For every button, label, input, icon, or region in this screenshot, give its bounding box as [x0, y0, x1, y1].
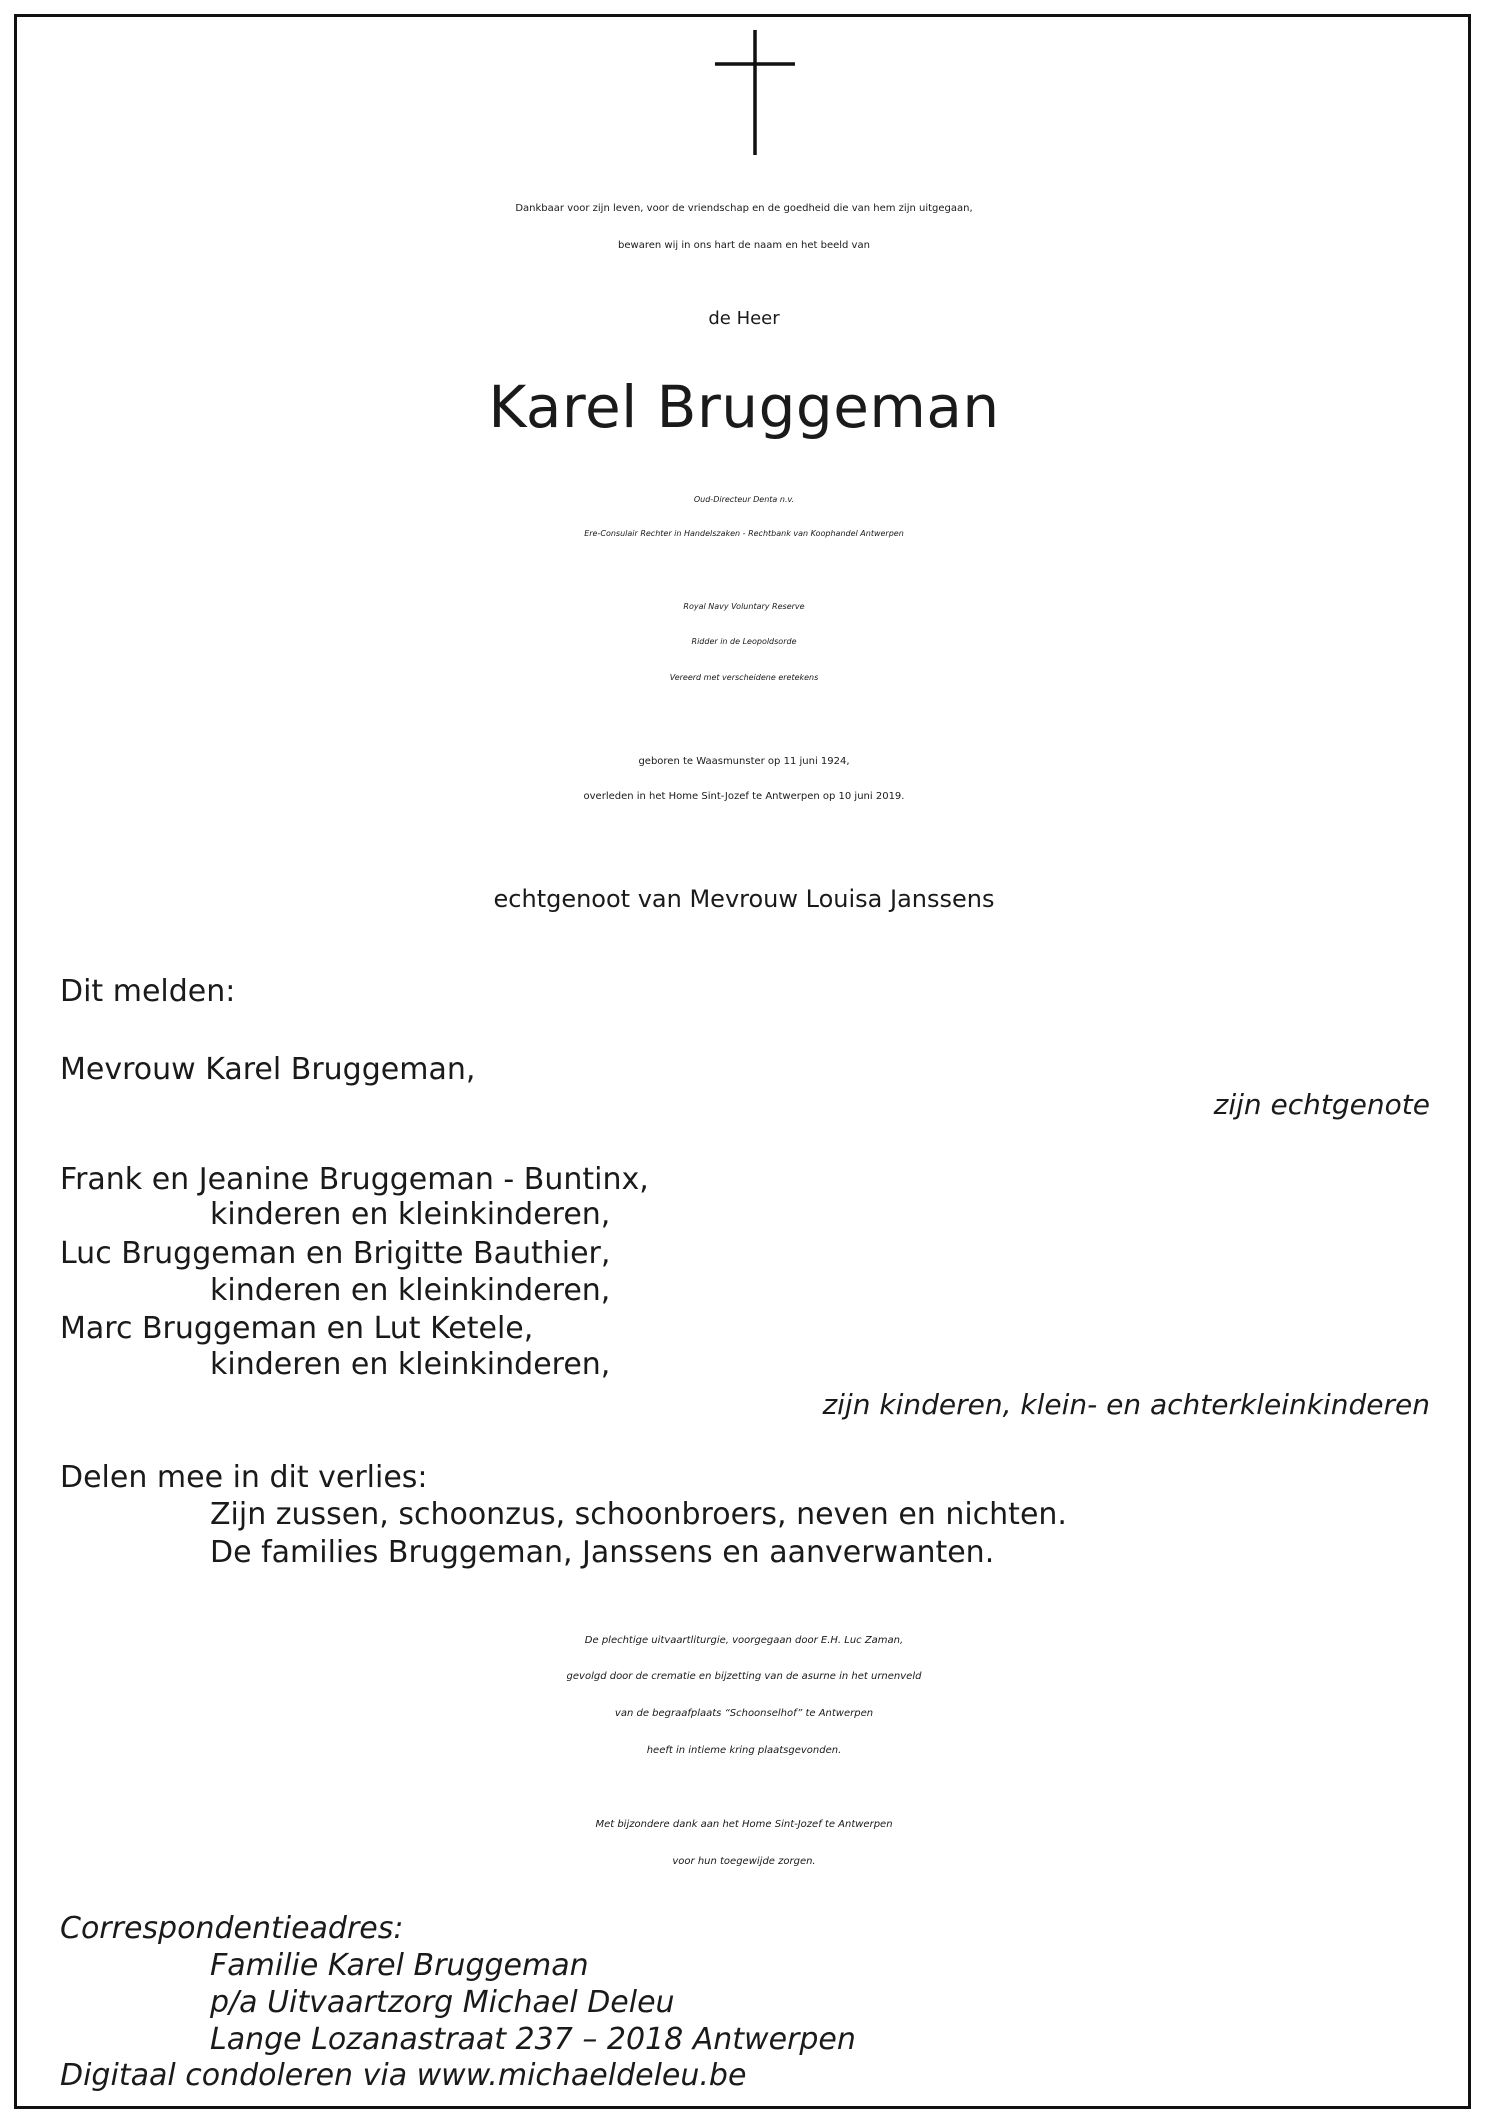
function-line-2: Ere-Consulair Rechter in Handelszaken - Rechtbank van Koophandel Antwerpen [584, 529, 904, 538]
spouse-role: zijn echtgenote [1213, 1088, 1430, 1121]
honor-line-1: Royal Navy Voluntary Reserve [683, 602, 805, 611]
honor-line-2: Ridder in de Leopoldsorde [691, 637, 797, 646]
intro-line-1: Dankbaar voor zijn leven, voor de vriendschap en de goedheid die van hem zijn uitgegaan, [515, 203, 973, 214]
online-condolence: Digitaal condoleren via www.michaeldeleu.be [60, 2058, 747, 2093]
child-sub-2: kinderen en kleinkinderen, [210, 1273, 611, 1308]
deceased-title: de Heer [708, 308, 780, 329]
correspondence-line-3: Lange Lozanastraat 237 – 2018 Antwerpen [210, 2022, 856, 2057]
ceremony-line-4: heeft in intieme kring plaatsgevonden. [646, 1745, 842, 1756]
sharing-line-1: Zijn zussen, schoonzus, schoonbroers, neven en nichten. [210, 1497, 1067, 1532]
spouse-name: Mevrouw Karel Bruggeman, [60, 1052, 476, 1087]
children-role: zijn kinderen, klein- en achterkleinkinderen [822, 1388, 1430, 1421]
child-name-2: Luc Bruggeman en Brigitte Bauthier, [60, 1236, 611, 1271]
ceremony-line-1: De plechtige uitvaartliturgie, voorgegaan door E.H. Luc Zaman, [584, 1635, 904, 1646]
correspondence-heading: Correspondentieadres: [60, 1911, 404, 1946]
intro-line-2: bewaren wij in ons hart de naam en het beeld van [618, 240, 870, 251]
died-line: overleden in het Home Sint-Jozef te Antwerpen op 10 juni 2019. [583, 791, 905, 802]
thanks-line-1: Met bijzondere dank aan het Home Sint-Jozef te Antwerpen [595, 1819, 893, 1830]
sharing-line-2: De families Bruggeman, Janssens en aanverwanten. [210, 1535, 995, 1570]
honor-line-3: Vereerd met verscheidene eretekens [669, 673, 819, 682]
spouse-line: echtgenoot van Mevrouw Louisa Janssens [493, 885, 995, 913]
child-name-1: Frank en Jeanine Bruggeman - Buntinx, [60, 1162, 649, 1197]
born-line: geboren te Waasmunster op 11 juni 1924, [638, 756, 850, 767]
ceremony-line-2: gevolgd door de crematie en bijzetting van de asurne in het urnenveld [566, 1671, 922, 1682]
correspondence-line-2: p/a Uitvaartzorg Michael Deleu [210, 1985, 675, 2020]
correspondence-line-1: Familie Karel Bruggeman [210, 1948, 589, 1983]
child-name-3: Marc Bruggeman en Lut Ketele, [60, 1311, 534, 1346]
function-line-1: Oud-Directeur Denta n.v. [693, 495, 795, 504]
child-sub-3: kinderen en kleinkinderen, [210, 1347, 611, 1382]
announcers-heading: Dit melden: [60, 974, 236, 1009]
deceased-name: Karel Bruggeman [488, 373, 1000, 441]
thanks-line-2: voor hun toegewijde zorgen. [672, 1856, 816, 1867]
cross-icon [715, 30, 795, 155]
sharing-heading: Delen mee in dit verlies: [60, 1460, 428, 1495]
child-sub-1: kinderen en kleinkinderen, [210, 1197, 611, 1232]
ceremony-line-3: van de begraafplaats “Schoonselhof” te Antwerpen [614, 1708, 874, 1719]
